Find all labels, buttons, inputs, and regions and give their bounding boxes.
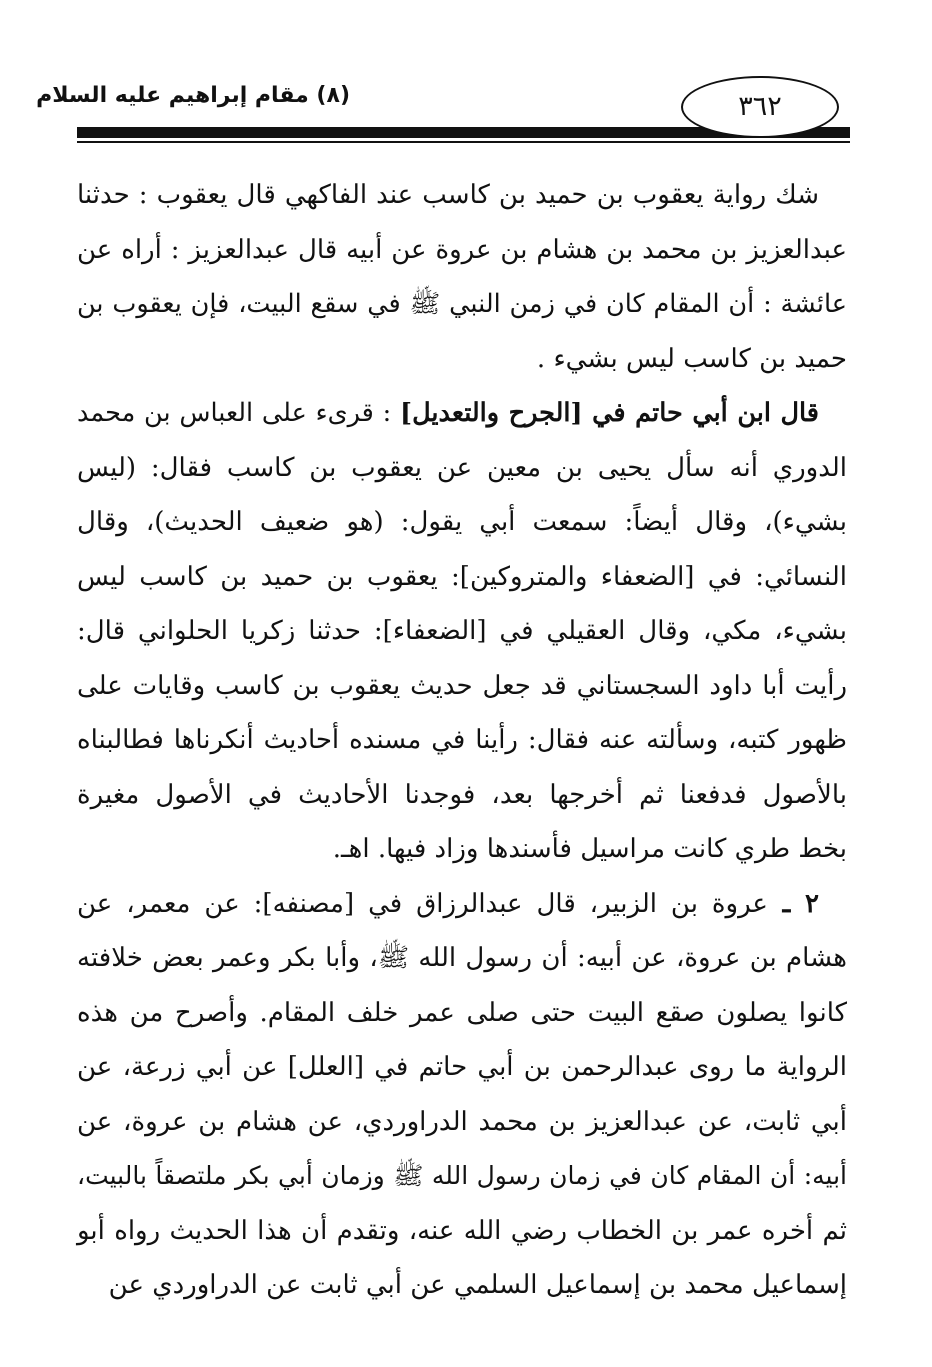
text-span: عروة بن الزبير، قال عبدالرزاق في [مصنفه]: عن معمر، عن <box>77 888 768 919</box>
text-span: بشيء)، وقال أيضاً: سمعت أبي يقول: (هو ضعيف الحديث)، وقال <box>77 507 847 537</box>
text-span: ظهور كتبه، وسألته عنه فقال: رأينا في مسنده أحاديث أنكرناها فطالبناه <box>77 725 847 755</box>
text-span: : قرىء على العباس بن محمد <box>77 398 401 428</box>
text-line <box>77 1149 847 1204</box>
text-line <box>77 713 847 768</box>
text-line <box>77 604 847 659</box>
text-span: أبيه: أن المقام كان في زمان رسول الله ﷺ وزمان أبي بكر ملتصقاً بالبيت، <box>77 1161 847 1190</box>
bold-text: قال ابن أبي حاتم في [الجرح والتعديل] <box>400 398 819 428</box>
text-line <box>77 822 847 877</box>
text-line <box>77 1095 847 1150</box>
text-line <box>77 1040 847 1095</box>
running-head: (٨) مقام إبراهيم عليه السلام <box>36 83 350 108</box>
text-span: بالأصول فدفعنا ثم أخرجها بعد، فوجدنا الأحاديث في الأصول مغيرة <box>77 779 847 810</box>
header-rule-thin <box>77 141 850 143</box>
bold-text: ٢ ـ <box>767 888 819 919</box>
paragraph <box>77 168 847 386</box>
text-line <box>77 495 847 550</box>
text-span: هشام بن عروة، عن أبيه: أن رسول الله ﷺ، وأبا بكر وعمر بعض خلافته <box>77 943 847 973</box>
body-text <box>77 168 847 1313</box>
text-span: الرواية ما روى عبدالرحمن بن أبي حاتم في [العلل] عن أبي زرعة، عن <box>77 1052 847 1082</box>
text-span: النسائي: في [الضعفاء والمتروكين]: يعقوب بن حميد بن كاسب ليس <box>77 561 847 592</box>
text-span: بشيء، مكي، وقال العقيلي في [الضعفاء]: حدثنا زكريا الحلواني قال: <box>77 616 847 646</box>
text-span: بخط طري كانت مراسيل فأسندها وزاد فيها. اهـ. <box>332 834 847 864</box>
text-line <box>77 277 847 332</box>
text-line <box>77 168 847 223</box>
text-line <box>77 931 847 986</box>
text-span: ثم أخره عمر بن الخطاب رضي الله عنه، وتقدم أن هذا الحديث رواه أبو <box>77 1215 847 1246</box>
paragraph <box>77 877 847 1313</box>
text-line <box>77 1258 847 1313</box>
text-span: شك رواية يعقوب بن حميد بن كاسب عند الفاكهي قال يعقوب : حدثنا <box>77 180 819 210</box>
text-line <box>77 223 847 278</box>
text-line <box>77 659 847 714</box>
page-header <box>0 0 932 150</box>
text-span: إسماعيل محمد بن إسماعيل السلمي عن أبي ثابت عن الدراوردي عن <box>108 1270 847 1300</box>
text-line <box>77 1204 847 1259</box>
text-span: الدوري أنه سأل يحيى بن معين عن يعقوب بن كاسب فقال: (ليس <box>77 452 847 483</box>
paragraph <box>77 386 847 877</box>
text-line <box>77 768 847 823</box>
text-line <box>77 441 847 496</box>
text-span: رأيت أبا داود السجستاني قد جعل حديث يعقوب بن كاسب وقايات على <box>77 670 847 701</box>
text-span: حميد بن كاسب ليس بشيء . <box>536 343 847 374</box>
page-number: ٣٦٢ <box>738 90 782 122</box>
text-span: عائشة : أن المقام كان في زمن النبي ﷺ في سقع البيت، فإن يعقوب بن <box>77 289 847 319</box>
text-span: كانوا يصلون صقع البيت حتى صلى عمر خلف المقام. وأصرح من هذه <box>77 997 847 1028</box>
text-line <box>77 332 847 387</box>
text-line <box>77 550 847 605</box>
page-number-oval <box>681 76 839 138</box>
text-line <box>77 877 847 932</box>
text-span: أبي ثابت، عن عبدالعزيز بن محمد الدراوردي، عن هشام بن عروة، عن <box>77 1106 847 1137</box>
text-span: عبدالعزيز بن محمد بن هشام بن عروة عن أبيه قال عبدالعزيز : أراه عن <box>77 234 847 265</box>
text-line <box>77 386 847 441</box>
text-line <box>77 986 847 1041</box>
